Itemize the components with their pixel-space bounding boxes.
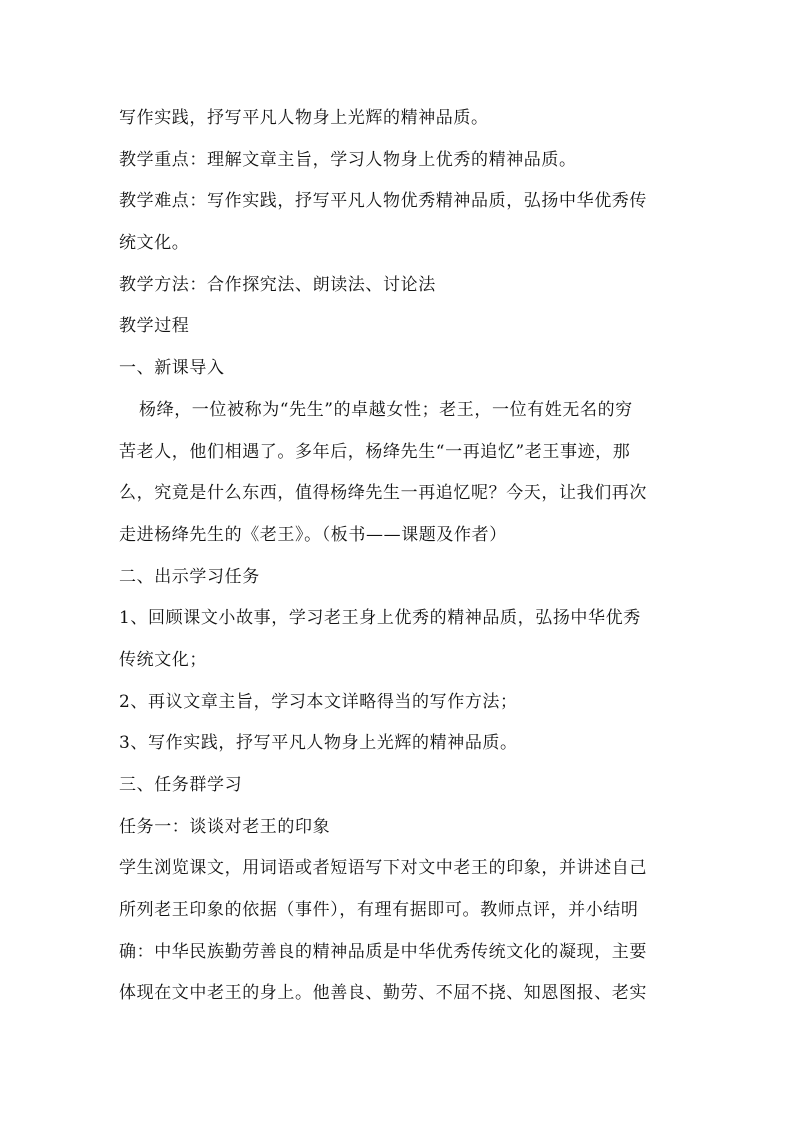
task-item: 1、回顾课文小故事，学习老王身上优秀的精神品质，弘扬中华优秀 [119,608,641,629]
paragraph-line: 所列老王印象的依据（事件），有理有据即可。教师点评，并小结明 [119,900,639,921]
paragraph-line: 体现在文中老王的身上。他善良、勤劳、不屈不挠、知恩图报、老实 [119,983,647,1004]
subsection-heading: 任务一：谈谈对老王的印象 [119,816,331,837]
task-item: 2、再议文章主旨，学习本文详略得当的写作方法； [119,691,518,712]
text-line: 写作实践，抒写平凡人物身上光辉的精神品质。 [119,108,489,128]
section-heading: 一、新课导入 [119,358,225,379]
teaching-method-line: 教学方法：合作探究法、朗读法、讨论法 [119,274,436,295]
paragraph-line: 么，究竟是什么东西，值得杨绛先生一再追忆呢？今天，让我们再次 [119,483,647,504]
paragraph-line: 学生浏览课文，用词语或者短语写下对文中老王的印象，并讲述自己 [119,858,647,879]
section-heading: 教学过程 [119,316,190,337]
paragraph-line: 确：中华民族勤劳善良的精神品质是中华优秀传统文化的凝现，主要 [119,941,647,962]
paragraph-line: 杨绛，一位被称为“先生”的卓越女性；老王，一位有姓无名的穷 [139,399,633,420]
paragraph-line: 走进杨绛先生的《老王》。（板书——课题及作者） [119,524,507,545]
section-heading: 二、出示学习任务 [119,566,260,587]
teaching-difficulty-line: 教学难点：写作实践，抒写平凡人物优秀精神品质，弘扬中华优秀传 [119,191,647,212]
section-heading: 三、任务群学习 [119,775,243,795]
paragraph-line: 苦老人，他们相遇了。多年后，杨绛先生“一再追忆”老王事迹，那 [119,441,631,462]
teaching-focus-line: 教学重点：理解文章主旨，学习人物身上优秀的精神品质。 [119,149,577,170]
task-item: 3、写作实践，抒写平凡人物身上光辉的精神品质。 [119,733,518,754]
document-body [119,98,679,1015]
text-line: 统文化。 [119,233,190,254]
task-item-continued: 传统文化； [119,649,207,670]
